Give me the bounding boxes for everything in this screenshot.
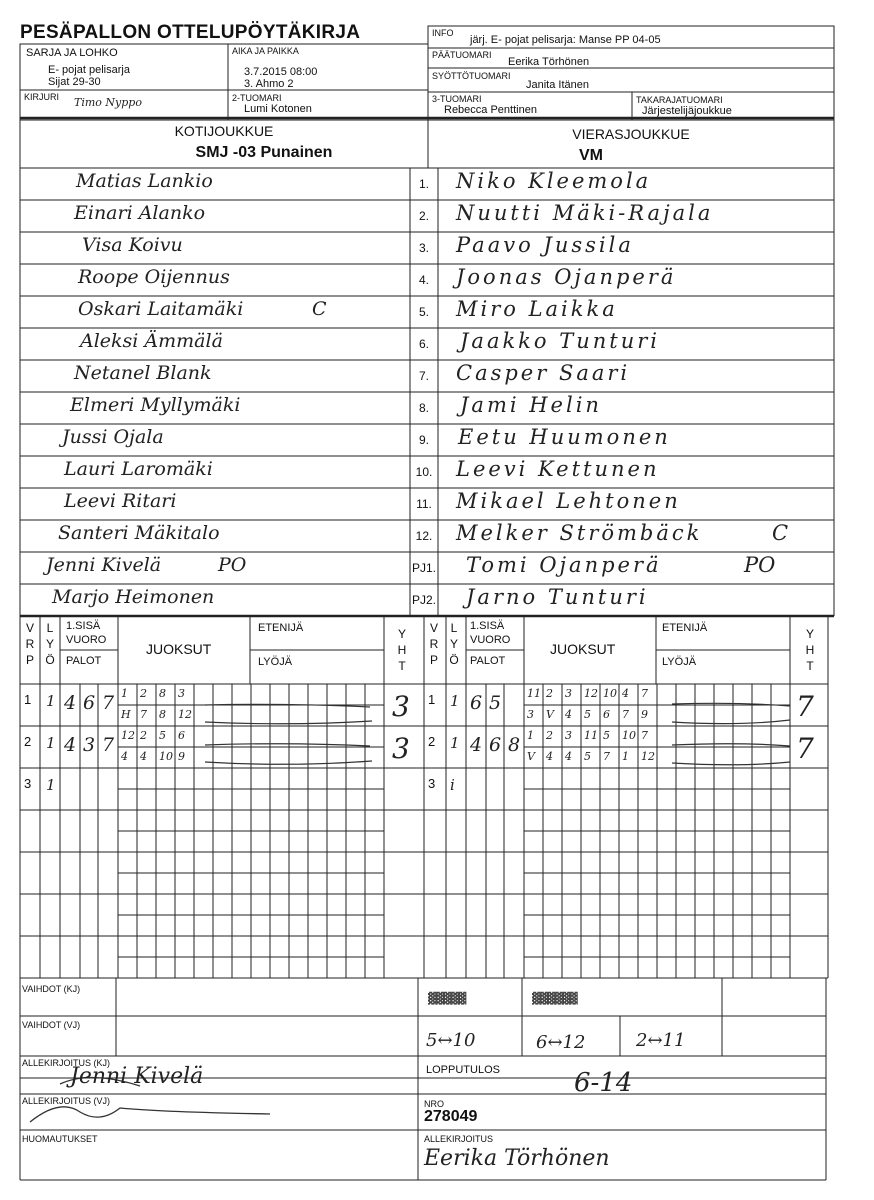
row-number: PJ2.	[412, 593, 437, 607]
away-po-mark: PO	[744, 553, 776, 577]
away-player-name: Niko Kleemola	[456, 169, 652, 193]
innings_home-run-bottom: 8	[159, 708, 166, 721]
innings_away-run-bottom: 4	[565, 750, 572, 763]
kirjuri-value: Timo Nyppo	[74, 96, 142, 109]
innings_home-palo-value: 4	[64, 692, 77, 714]
innings_home-run-top: 8	[159, 687, 166, 700]
home-vrp-p: P	[25, 653, 34, 667]
innings_home-run-bottom: 7	[140, 708, 147, 721]
home-yht-t: T	[398, 659, 406, 673]
innings_away-run-top: 10	[603, 687, 617, 700]
innings_home-inning-ly: 1	[46, 776, 56, 794]
innings_home-run-top: 12	[121, 729, 135, 742]
innings_away-run-bottom: 4	[546, 750, 553, 763]
vaihdot-kj-scribble-2: ▓▓▓▓▓▓	[532, 992, 577, 1005]
home-player-name: Santeri Mäkitalo	[58, 522, 220, 544]
innings_home-palo-value: 4	[64, 734, 77, 756]
home-lyoja-label: LYÖJÄ	[258, 656, 293, 668]
innings_away-inning-vrp: 1	[428, 692, 436, 707]
home-heading: KOTIJOUKKUE	[174, 123, 274, 139]
innings_home-palo-value: 3	[83, 734, 96, 756]
home-player-name: Roope Oijennus	[78, 266, 230, 288]
innings_home-run-top: 5	[159, 729, 166, 742]
aika-value-2: 3. Ahmo 2	[244, 78, 294, 90]
syottotuomari-label: SYÖTTÖTUOMARI	[432, 71, 511, 81]
kirjuri-label: KIRJURI	[24, 92, 60, 102]
innings_away-inning-ly: i	[450, 776, 455, 794]
innings_home-run-bottom: 12	[178, 708, 192, 721]
away-heading: VIERASJOUKKUE	[572, 126, 690, 142]
kj-signature: Jenni Kivelä	[70, 1064, 204, 1089]
innings_home-run-top: 2	[140, 687, 147, 700]
home-vrp-r: R	[25, 637, 35, 651]
tuomari2-label: 2-TUOMARI	[232, 93, 282, 103]
nro-value: 278049	[424, 1108, 478, 1125]
away-juoksut-label: JUOKSUT	[550, 641, 616, 657]
sarja-label: SARJA JA LOHKO	[26, 47, 118, 59]
referee-signature: Eerika Törhönen	[424, 1146, 610, 1171]
away-player-name: Mikael Lehtonen	[456, 489, 681, 513]
innings_home-run-bottom: H	[121, 708, 131, 721]
innings_home-inning-vrp: 3	[24, 776, 32, 791]
tuomari2-value: Lumi Kotonen	[244, 103, 312, 115]
innings_away-run-top: 7	[641, 729, 648, 742]
innings_away-run-top: 12	[584, 687, 598, 700]
away-yht-h: H	[805, 643, 815, 657]
row-number: 10.	[415, 465, 433, 479]
innings_away-palo-value: 5	[489, 692, 502, 714]
away-captain-mark: C	[772, 521, 789, 545]
home-vuoro-label: VUORO	[66, 634, 107, 646]
row-number: 5.	[418, 305, 429, 319]
home-player-name: Lauri Laromäki	[64, 458, 213, 480]
home-ly-o: Ö	[45, 653, 55, 667]
innings_away-inning-ly: 1	[450, 692, 460, 710]
innings_away-run-top: 2	[546, 687, 553, 700]
home-player-name: Netanel Blank	[74, 362, 212, 384]
innings_home-run-bottom: 10	[159, 750, 173, 763]
innings_away-run-bottom: 5	[584, 708, 591, 721]
away-ly-y: Y	[449, 637, 458, 651]
innings_home-inning-yht: 3	[392, 690, 410, 723]
home-juoksut-label: JUOKSUT	[146, 641, 212, 657]
home-yht-h: H	[397, 643, 407, 657]
home-sisa-label: 1.SISÄ	[66, 620, 101, 632]
innings_away-run-bottom: V	[546, 708, 554, 721]
innings_home-run-top: 6	[178, 729, 185, 742]
vaihdot-vj-sub-2: 6↔12	[536, 1032, 586, 1053]
vaihdot-kj-scribble-1: ▓▓▓▓▓	[428, 992, 466, 1005]
innings_home-palo-value: 7	[102, 734, 115, 756]
innings_away-inning-yht: 7	[796, 732, 814, 765]
away-vrp-v: V	[429, 621, 438, 635]
innings_away-run-bottom: 3	[527, 708, 534, 721]
home-player-name: Visa Koivu	[82, 234, 183, 256]
home-yht-y: Y	[397, 627, 406, 641]
innings_home-run-top: 3	[178, 687, 185, 700]
innings_away-run-top: 11	[527, 687, 541, 700]
takarajatuomari-label: TAKARAJATUOMARI	[636, 95, 723, 105]
home-ly-y: Y	[45, 637, 54, 651]
row-number: 7.	[418, 369, 429, 383]
row-number: 9.	[418, 433, 429, 447]
vaihdot-kj-label: VAIHDOT (KJ)	[22, 984, 81, 994]
away-sisa-label: 1.SISÄ	[470, 620, 505, 632]
row-number: 1.	[418, 177, 429, 191]
innings_away-palo-value: 6	[470, 692, 483, 714]
row-number: 8.	[418, 401, 429, 415]
innings_away-palo-value: 4	[470, 734, 483, 756]
away-player-name: Paavo Jussila	[456, 233, 634, 257]
away-player-name: Eetu Huumonen	[458, 425, 671, 449]
info-value: järj. E- pojat pelisarja: Manse PP 04-05	[470, 34, 661, 46]
away-yht-y: Y	[805, 627, 814, 641]
away-vrp-r: R	[429, 637, 439, 651]
row-number: 12.	[415, 529, 433, 543]
home-player-name: Matias Lankio	[76, 170, 213, 192]
sarja-value-2: Sijat 29-30	[48, 76, 101, 88]
innings_away-run-bottom: V	[527, 750, 535, 763]
innings_away-run-top: 7	[641, 687, 648, 700]
innings_home-inning-vrp: 1	[24, 692, 32, 707]
vaihdot-vj-sub-1: 5↔10	[426, 1030, 476, 1051]
away-ly-o: Ö	[449, 653, 459, 667]
allekirjoitus-vj-label: ALLEKIRJOITUS (VJ)	[22, 1096, 111, 1106]
innings_away-inning-vrp: 2	[428, 734, 436, 749]
away-player-name: Tomi Ojanperä	[466, 553, 662, 577]
away-vrp-p: P	[429, 653, 438, 667]
innings_away-run-top: 11	[584, 729, 598, 742]
innings_home-palo-value: 7	[102, 692, 115, 714]
away-lyoja-label: LYÖJÄ	[662, 656, 697, 668]
sarja-value-1: E- pojat pelisarja	[48, 64, 130, 76]
home-player-name: Jenni Kivelä	[46, 554, 162, 576]
tuomari3-label: 3-TUOMARI	[432, 94, 482, 104]
innings_home-run-bottom: 4	[140, 750, 147, 763]
innings_home-inning-ly: 1	[46, 692, 56, 710]
innings_away-run-top: 2	[546, 729, 553, 742]
takarajatuomari-value: Järjestelijäjoukkue	[642, 105, 732, 117]
row-number: 6.	[418, 337, 429, 351]
away-ly-l: L	[450, 621, 458, 635]
away-palot-label: PALOT	[470, 655, 506, 667]
home-captain-mark: C	[312, 298, 327, 320]
lopputulos-value: 6-14	[574, 1068, 633, 1098]
innings_home-run-bottom: 9	[178, 750, 185, 763]
innings_home-inning-ly: 1	[46, 734, 56, 752]
away-player-name: Joonas Ojanperä	[456, 265, 677, 289]
innings_away-run-top: 5	[603, 729, 610, 742]
innings_away-run-bottom: 5	[584, 750, 591, 763]
home-player-name: Einari Alanko	[74, 202, 206, 224]
away-player-name: Jaakko Tunturi	[460, 329, 661, 353]
home-po-mark: PO	[218, 554, 247, 576]
lopputulos-label: LOPPUTULOS	[426, 1064, 500, 1076]
paatuomari-label: PÄÄTUOMARI	[432, 50, 492, 60]
innings_home-inning-vrp: 2	[24, 734, 32, 749]
row-number: 2.	[418, 209, 429, 223]
nro-label: NRO	[424, 1099, 444, 1109]
home-player-name: Leevi Ritari	[64, 490, 177, 512]
away-player-name: Nuutti Mäki-Rajala	[456, 201, 714, 225]
innings_away-run-bottom: 4	[565, 708, 572, 721]
innings_away-run-top: 3	[565, 729, 572, 742]
paatuomari-value: Eerika Törhönen	[508, 56, 590, 68]
away-etenija-label: ETENIJÄ	[662, 622, 708, 634]
huomautukset-label: HUOMAUTUKSET	[22, 1134, 98, 1144]
row-number: 11.	[416, 497, 432, 511]
home-palot-label: PALOT	[66, 655, 102, 667]
innings_away-run-top: 10	[622, 729, 636, 742]
vaihdot-vj-sub-3: 2↔11	[636, 1030, 686, 1051]
allekirjoitus-label: ALLEKIRJOITUS	[424, 1134, 494, 1144]
innings_away-inning-ly: 1	[450, 734, 460, 752]
home-etenija-label: ETENIJÄ	[258, 622, 304, 634]
home-player-name: Elmeri Myllymäki	[70, 394, 241, 416]
allekirjoitus-kj-label: ALLEKIRJOITUS (KJ)	[22, 1058, 111, 1068]
innings_away-run-bottom: 1	[622, 750, 629, 763]
home-player-name: Oskari Laitamäki	[78, 298, 244, 320]
innings_away-run-bottom: 6	[603, 708, 610, 721]
syottotuomari-value: Janita Itänen	[526, 79, 589, 91]
row-number: PJ1.	[412, 561, 437, 575]
away-player-name: Leevi Kettunen	[456, 457, 660, 481]
aika-label: AIKA JA PAIKKA	[232, 46, 299, 56]
home-player-name: Jussi Ojala	[62, 426, 164, 448]
info-label: INFO	[432, 28, 454, 38]
innings_home-inning-yht: 3	[392, 732, 410, 765]
innings_away-run-bottom: 7	[603, 750, 610, 763]
innings_home-run-top: 2	[140, 729, 147, 742]
form-title: PESÄPALLON OTTELUPÖYTÄKIRJA	[20, 22, 361, 43]
tuomari3-value: Rebecca Penttinen	[444, 104, 537, 116]
innings_home-run-bottom: 4	[121, 750, 128, 763]
away-player-name: Jarno Tunturi	[466, 585, 649, 609]
row-number: 4.	[418, 273, 429, 287]
away-player-name: Melker Strömbäck	[456, 521, 703, 545]
row-number: 3.	[418, 241, 429, 255]
innings_away-inning-vrp: 3	[428, 776, 436, 791]
innings_away-run-top: 4	[622, 687, 629, 700]
innings_away-inning-yht: 7	[796, 690, 814, 723]
away-player-name: Miro Laikka	[456, 297, 618, 321]
innings_home-run-top: 1	[121, 687, 128, 700]
innings_away-run-bottom: 9	[641, 708, 648, 721]
away-yht-t: T	[806, 659, 814, 673]
innings_away-run-top: 3	[565, 687, 572, 700]
innings_away-run-bottom: 7	[622, 708, 629, 721]
home-player-name: Marjo Heimonen	[52, 586, 215, 608]
innings_away-palo-value: 8	[508, 734, 521, 756]
away-player-name: Jami Helin	[460, 393, 602, 417]
innings_away-palo-value: 6	[489, 734, 502, 756]
home-player-name: Aleksi Ämmälä	[80, 330, 223, 352]
innings_away-run-bottom: 12	[641, 750, 655, 763]
innings_home-palo-value: 6	[83, 692, 96, 714]
home-ly-l: L	[46, 621, 54, 635]
home-name: SMJ -03 Punainen	[195, 144, 333, 161]
innings_away-run-top: 1	[527, 729, 534, 742]
away-player-name: Casper Saari	[456, 361, 631, 385]
away-vuoro-label: VUORO	[470, 634, 511, 646]
aika-value-1: 3.7.2015 08:00	[244, 66, 318, 78]
away-name: VM	[579, 147, 603, 164]
home-vrp-v: V	[25, 621, 34, 635]
vaihdot-vj-label: VAIHDOT (VJ)	[22, 1020, 81, 1030]
